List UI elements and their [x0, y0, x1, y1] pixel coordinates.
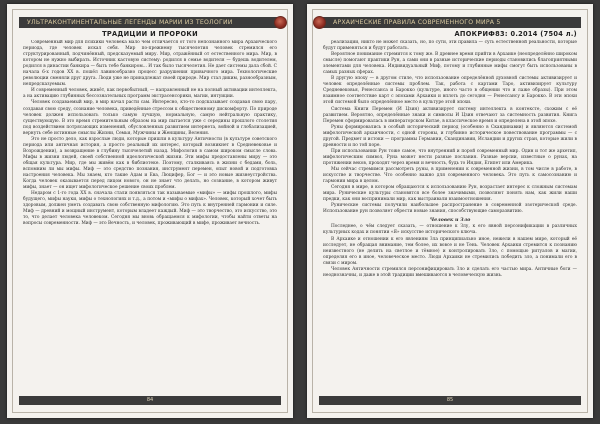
paragraph: Сегодня в мире, в котором обращаются к использованию Рун, возрастает интерес к сложным системам мира. Рунические культуры становятся все более значимыми, позволяют понять нам, как жили наши предки, как они воспринимали мир, как выстраивали взаимоотношения. — [323, 185, 577, 203]
emblem-icon — [313, 16, 326, 29]
paragraph: реализации, никто не может сказать, но, по сути, эти правила — суть естественной реальности, которые будут применяться и будут работать. — [323, 40, 577, 52]
emblem-icon — [274, 16, 287, 29]
paragraph: В Архаике и отношении к его явлениям Зла принципиально иное, нежели в нашем мире, который её исследует, не обращая внимание, тем более, их вовсе и не Тень. Человек Архаики стремится к познанию неизвестного (не делить на светлое и тёмное) и контролировать Зло, с помощью ритуалов и магии, определяя его в иное, человеческое место. Люди Архаики не стремились победить зло, а понимали его в связи с миром. — [323, 236, 577, 266]
paragraph: Человек создаваемый мир, в мир начал расти сам. Интересно, кто-то подсказывает создавая свою пару, создавая свою среду, сознание человека, приведённые стрессом к общественному дискомфорту. По природе человек должен использовать только самую лучшую, нормальную, самую нейтральную практику, существующую. В это время стремительным образом на мир пытается уже с середины прошлого столетия под воздействием потрясающих изменений, обусловленных развитием интернета, войной и глобализацией, вернуть себе истинные смыслы Жизни, Семьи, Мужчины и Женщины, Веления. — [23, 100, 277, 136]
paragraph: Мы сейчас стремимся рассмотреть руны, в применении к современной жизни, в том числе в работе, в искусстве и творчестве. Что особенно важно для современного человека. Это путь к самосознанию и гармонии мира в целом. — [323, 166, 577, 185]
paragraph: Это не просто дело, как взрослые люди, которые пришли в культуру Античности (в культуре советского периода или античная история, а просто реальный их интерес, который возникнет в Средневековье и Возрождении), а возвращение в глубину тысячелетий назад. Мифология в самом широком смысле слова. Мифы в жизни людей, своей собственной идеологической жизни. Эти мифы предоставлены миру — это общая культура. Мир, где мы живём как в библиотеке. Поэтому, сталкиваясь в жизни с бедами, боль, вспомним ли мы мифы. Миф — это средство познания, инструмент перемен, опыт новой и подготовка настроения человека. Мы знаем, кто такие Адам и Ева, Люцифер, Бог — и это новые жизнеустройства. Когда человек оказывается перед лицом нового, он не знает что делать, но сознание, в котором живут мифы, знает — он ищет мифологическое решение своих проблем. — [23, 136, 277, 191]
running-header: АРХАИЧЕСКИЕ ПРАВИЛА СОВРЕМЕННОГО МИРА 5 — [319, 17, 581, 28]
page-number: 85 — [319, 396, 581, 405]
paragraph: Рунические системы получили наибольшее распространение в современной эзотерической среде. Использование рун позволяет обрести новые знания, способствующие саморазвитию. — [323, 203, 577, 215]
paragraph: При использовании Рун тоже самое, что внутренний и порой современный мир. Один и тот же архетип, мифологическим символ, Руна может нести разные послания. Разные версии, известные о рунах, на протяжении веков, проходят через время и вечность, будь то Индия, Египет или Америка. — [323, 148, 577, 166]
body-text — [23, 40, 277, 388]
body-text — [323, 40, 577, 388]
paragraph: Человек Античности стремился персонифицировать Зло и сделать его частью мира. Античные боги — неоднозначны, и даже в этой традиции вмешиваются в человеческую жизнь. — [323, 266, 577, 278]
paragraph: Руны формировались в особый исторический период (особенно в Скандинавии) и являются системой мифологической архаичности, с одной стороны, и глубинно историческое повествование программы — с другой. Предмет и истоки — программы Германии, Скандинавии, Исландии и других стран, которые жили в древности и по той поре. — [323, 124, 577, 148]
left-page — [7, 4, 293, 418]
paragraph: Вероятное понимание стремится к тому же. В древнее время прийти в Архаике (неопределённо широком смысле) помогают практики Рун, а сами они в разные исторические периоды становились благоприятными элементами для человека. Индивидуальный Миф, потому и глубинные мифы смогут быть использованы в самых разных сферах. — [323, 52, 577, 76]
paragraph: В другую эпоху — в другом стиле, что использование определённой духовной системы активизирует и человек определённые системы проблем. Так, работа с картами Таро, активизирует культуру Средневековья, Ренессанса и Барокко (культуре, иного часто в общении что и лаже образы). При этом взаимное соответствие карт с эпохами Архаики и вплоть до сегодня — Ренессансу и Барокко. В эти эпохи этой системой было определённое место в культуре этой эпохи. — [323, 76, 577, 106]
paragraph: Недаром с 1-го года XX в. сначала стали появляться так называемые «мифы» — мифы прошлого, мифы будущего, мифы науки, мифы о технологиях и т.д., а потом и «мифы о мифах». Человек, который хочет быть здоровым, должен уметь создавать свою собственную мифологию. Это путь к внутренней гармонии и силе. Миф — древний и мощный инструмент, которым владеет каждый. Миф — это творчество, это искусство, это то, что делает человека человеком. Сегодня мы вновь обращаемся к мифологии, чтобы найти ответы на вопросы современности. Миф — это Вечность, и человек, проживающий в мифе, проживает вечность. — [23, 191, 277, 227]
paragraph: Последнее, о чём следует сказать, — отношение к Злу, к его явной персонификации в различных культурных кодах и понятии «Я» искусстве исторического ключа. — [323, 224, 577, 236]
paragraph: Система Книги Перемен (И Цзин) активизирует систему интеллекта в контексте, схожим с её развитием. Вероятно, определённые знаки и символы И Цзин отвечают за системность развития. Книга Перемен сформировалась в императорском Китае, в классическое время и определена в этой эпохе. — [323, 106, 577, 124]
section-title: АПОКРИФ83: 0.2014 (7504 л.) — [454, 30, 577, 38]
paragraph: И современный человек, живёт, как первобытный, — направленный не на полный активации интеллекта, а на активацию глубинных бессознательных программ экстрасенсорики, магии, интуиции. — [23, 88, 277, 100]
paragraph: Современный мир для психики человека мало чем отличается от того непознанного мира Архаического периода, где человек искал себя. Мир по-прежнему тысячелетия человек стремился его структурированный, подчинённый, предсказуемый миру. Мир, отражённый от естественного мира. Мир, в котором не нужно выбирать. Источник кастовую систему: родился в семье водителя — будешь водителем, родился в династии банкира — быть тебе банкиром... И так было тысячелетия. Не дает системы дала сбой. С начала 6-х годов XX в. пошёл лавинообразно процесс разрушения привычного мира. Технологические революции сменяли друг друга. Люди уже не принадлежат своей природе. Мир стал диким, разнообразным, непредсказуемым. — [23, 40, 277, 88]
running-header: УЛЬТРАКОНТИНЕНТАЛЬНЫЕ ЛЕГЕНДЫ МАРИИ ИЗ ТЕОЛОГИИ — [19, 17, 281, 28]
page-number: 84 — [19, 396, 281, 405]
section-title: ТРАДИЦИИ И ПРОРОКИ — [102, 30, 198, 38]
subheading: Человек и Зло — [429, 217, 471, 224]
right-page — [307, 4, 593, 418]
